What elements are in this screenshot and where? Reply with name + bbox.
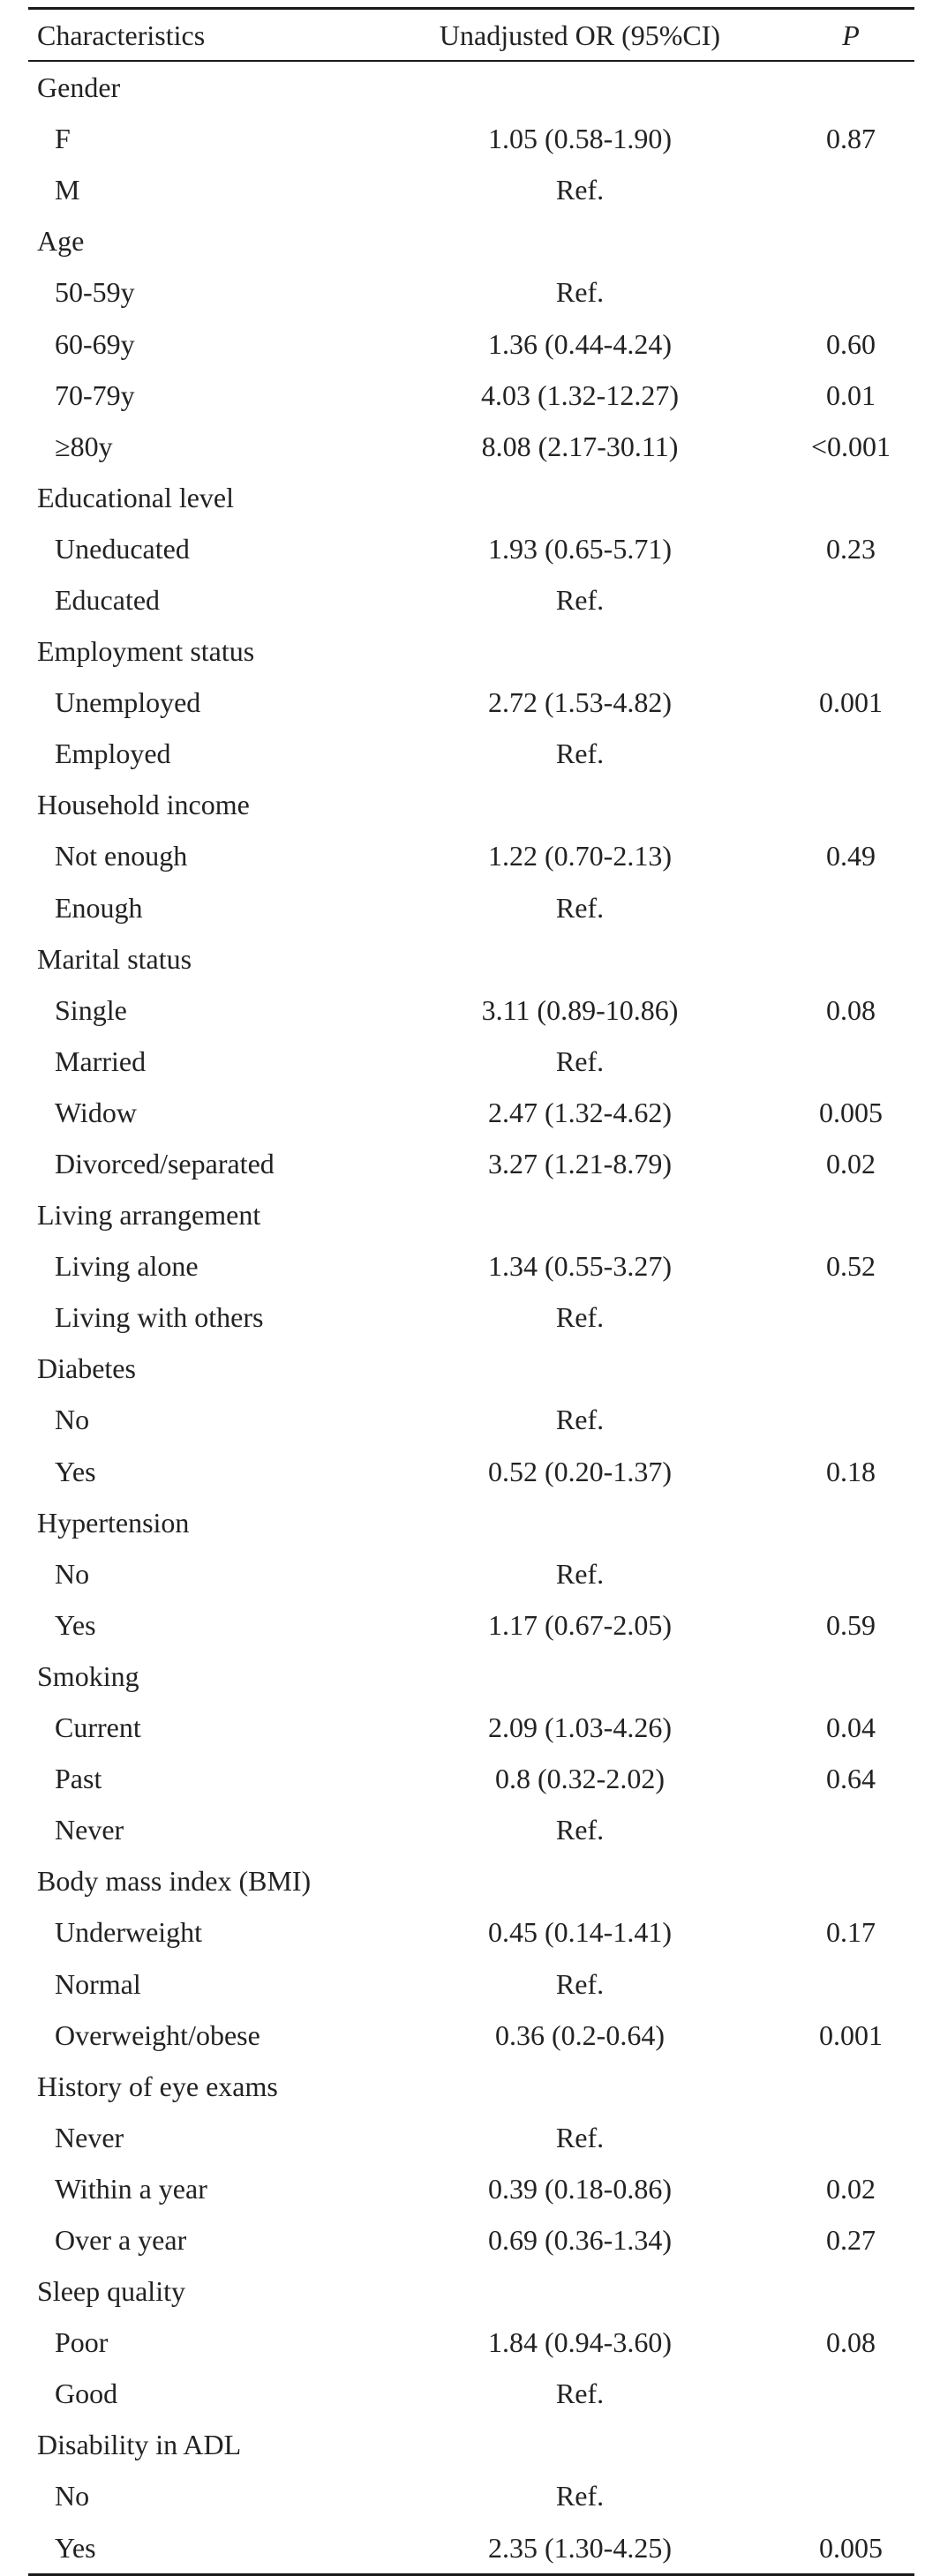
table-group-row — [28, 1343, 914, 1394]
table-row — [28, 2317, 914, 2368]
header-characteristics: Characteristics — [37, 19, 206, 51]
row-odds-ratio: 0.36 (0.2-0.64) — [495, 2018, 665, 2051]
row-p-value: 0.02 — [826, 1148, 876, 1180]
row-odds-ratio: Ref. — [555, 1301, 605, 1334]
row-category-label: M — [55, 174, 80, 206]
row-category-label: Current — [55, 1711, 141, 1744]
table-header-row — [28, 10, 914, 60]
table-group-row — [28, 215, 914, 266]
row-category-label: Never — [55, 1814, 124, 1846]
table-row — [28, 318, 914, 369]
table-row — [28, 574, 914, 625]
odds-ratio-table — [28, 7, 914, 2576]
table-group-row — [28, 2419, 914, 2470]
row-odds-ratio: Ref. — [555, 1404, 605, 1436]
row-odds-ratio: 1.17 (0.67-2.05) — [488, 1608, 672, 1641]
row-category-label: Divorced/separated — [55, 1148, 274, 1180]
row-category-label: Yes — [55, 1455, 96, 1487]
row-category-label: No — [55, 1404, 90, 1436]
table-group-row — [28, 472, 914, 523]
row-odds-ratio: Ref. — [555, 276, 605, 309]
table-row — [28, 1753, 914, 1804]
row-category-label: Past — [55, 1763, 102, 1795]
row-odds-ratio: Ref. — [555, 738, 605, 770]
table-row — [28, 1394, 914, 1445]
row-category-label: Within a year — [55, 2172, 207, 2205]
row-odds-ratio: 8.08 (2.17-30.11) — [481, 430, 679, 462]
table-row — [28, 1138, 914, 1189]
row-group-label: Sleep quality — [37, 2275, 185, 2308]
row-odds-ratio: 3.27 (1.21-8.79) — [488, 1148, 672, 1180]
row-group-label: Marital status — [37, 942, 192, 975]
row-group-label: Body mass index (BMI) — [37, 1865, 312, 1898]
row-odds-ratio: 1.22 (0.70-2.13) — [488, 840, 672, 872]
table-row — [28, 1292, 914, 1343]
table-row — [28, 1087, 914, 1138]
row-group-label: Gender — [37, 71, 121, 104]
row-category-label: Good — [55, 2378, 118, 2410]
table-group-row — [28, 1189, 914, 1240]
table-row — [28, 1958, 914, 2009]
table-row — [28, 728, 914, 779]
row-category-label: F — [55, 123, 71, 155]
row-category-label: Unemployed — [55, 686, 201, 719]
row-odds-ratio: Ref. — [555, 1814, 605, 1846]
table-row — [28, 2368, 914, 2419]
table-row — [28, 370, 914, 421]
header-unadjusted-or: Unadjusted OR (95%CI) — [439, 19, 721, 51]
row-p-value: 0.02 — [826, 2172, 876, 2205]
row-category-label: Never — [55, 2121, 124, 2153]
row-category-label: ≥80y — [55, 430, 113, 462]
row-odds-ratio: Ref. — [555, 1967, 605, 2000]
row-p-value: 0.87 — [826, 123, 876, 155]
table-row — [28, 1599, 914, 1651]
row-odds-ratio: Ref. — [555, 174, 605, 206]
row-category-label: Yes — [55, 2531, 96, 2564]
row-p-value: 0.005 — [819, 2531, 883, 2564]
table-row — [28, 2214, 914, 2265]
row-p-value: 0.59 — [826, 1608, 876, 1641]
row-group-label: History of eye exams — [37, 2070, 278, 2102]
row-group-label: Hypertension — [37, 1506, 190, 1539]
table-row — [28, 1906, 914, 1958]
header-p-value: P — [842, 19, 860, 51]
row-category-label: Living with others — [55, 1301, 264, 1334]
row-odds-ratio: Ref. — [555, 1045, 605, 1077]
row-odds-ratio: 2.47 (1.32-4.62) — [488, 1096, 672, 1128]
table-group-row — [28, 779, 914, 830]
row-category-label: 70-79y — [55, 378, 135, 411]
row-odds-ratio: Ref. — [555, 583, 605, 616]
row-group-label: Living arrangement — [37, 1199, 261, 1232]
row-odds-ratio: 2.72 (1.53-4.82) — [488, 686, 672, 719]
table-row — [28, 1548, 914, 1599]
row-category-label: Not enough — [55, 840, 188, 872]
table-row — [28, 266, 914, 318]
row-category-label: Educated — [55, 583, 161, 616]
row-category-label: Yes — [55, 1608, 96, 1641]
table-group-row — [28, 625, 914, 677]
row-p-value: 0.23 — [826, 532, 876, 565]
row-p-value: 0.18 — [826, 1455, 876, 1487]
table-group-row — [28, 62, 914, 113]
table-row — [28, 2470, 914, 2521]
row-category-label: Underweight — [55, 1916, 203, 1949]
row-odds-ratio: 4.03 (1.32-12.27) — [481, 378, 679, 411]
row-category-label: Living alone — [55, 1250, 199, 1283]
row-p-value: 0.08 — [826, 993, 876, 1026]
row-p-value: <0.001 — [810, 430, 891, 462]
row-category-label: Single — [55, 993, 127, 1026]
row-category-label: Overweight/obese — [55, 2018, 260, 2051]
row-p-value: 0.005 — [819, 1096, 883, 1128]
table-row — [28, 523, 914, 574]
table-row — [28, 2522, 914, 2573]
row-p-value: 0.52 — [826, 1250, 876, 1283]
row-odds-ratio: 1.84 (0.94-3.60) — [488, 2326, 672, 2359]
row-odds-ratio: 1.36 (0.44-4.24) — [488, 327, 672, 360]
row-odds-ratio: Ref. — [555, 2480, 605, 2512]
row-odds-ratio: 1.05 (0.58-1.90) — [488, 123, 672, 155]
row-odds-ratio: 2.09 (1.03-4.26) — [488, 1711, 672, 1744]
row-odds-ratio: 0.39 (0.18-0.86) — [488, 2172, 672, 2205]
row-p-value: 0.49 — [826, 840, 876, 872]
row-group-label: Diabetes — [37, 1352, 136, 1385]
row-category-label: Enough — [55, 891, 143, 924]
table-group-row — [28, 933, 914, 985]
row-category-label: Normal — [55, 1967, 141, 2000]
row-odds-ratio: 0.45 (0.14-1.41) — [488, 1916, 672, 1949]
table-row — [28, 2112, 914, 2163]
row-category-label: Married — [55, 1045, 147, 1077]
row-group-label: Age — [37, 225, 85, 258]
row-p-value: 0.08 — [826, 2326, 876, 2359]
row-category-label: Poor — [55, 2326, 109, 2359]
row-odds-ratio: 0.8 (0.32-2.02) — [495, 1763, 665, 1795]
row-odds-ratio: 0.69 (0.36-1.34) — [488, 2223, 672, 2256]
table-row — [28, 2010, 914, 2061]
row-odds-ratio: Ref. — [555, 2378, 605, 2410]
row-group-label: Smoking — [37, 1659, 139, 1692]
row-odds-ratio: Ref. — [555, 2121, 605, 2153]
table-row — [28, 1446, 914, 1497]
table-body — [28, 62, 914, 2573]
table-bottom-rule — [28, 2573, 914, 2576]
table-group-row — [28, 1497, 914, 1548]
row-category-label: 60-69y — [55, 327, 135, 360]
row-group-label: Employment status — [37, 635, 255, 668]
table-row — [28, 2163, 914, 2214]
table-row — [28, 985, 914, 1036]
row-p-value: 0.001 — [819, 2018, 883, 2051]
row-odds-ratio: 2.35 (1.30-4.25) — [488, 2531, 672, 2564]
row-category-label: Over a year — [55, 2223, 187, 2256]
row-category-label: No — [55, 2480, 90, 2512]
table-group-row — [28, 1651, 914, 1702]
row-p-value: 0.27 — [826, 2223, 876, 2256]
table-row — [28, 1702, 914, 1753]
table-group-row — [28, 2061, 914, 2112]
row-category-label: Widow — [55, 1096, 137, 1128]
row-p-value: 0.01 — [826, 378, 876, 411]
row-odds-ratio: Ref. — [555, 891, 605, 924]
row-group-label: Educational level — [37, 481, 235, 513]
row-odds-ratio: 3.11 (0.89-10.86) — [481, 993, 679, 1026]
row-p-value: 0.17 — [826, 1916, 876, 1949]
row-category-label: 50-59y — [55, 276, 135, 309]
table-row — [28, 1036, 914, 1087]
table-row — [28, 882, 914, 933]
row-p-value: 0.001 — [819, 686, 883, 719]
row-category-label: Uneducated — [55, 532, 190, 565]
table-group-row — [28, 2265, 914, 2317]
table-group-row — [28, 1855, 914, 1906]
table-row — [28, 113, 914, 164]
row-odds-ratio: 0.52 (0.20-1.37) — [488, 1455, 672, 1487]
row-odds-ratio: 1.34 (0.55-3.27) — [488, 1250, 672, 1283]
table-row — [28, 421, 914, 472]
table-row — [28, 677, 914, 728]
table-row — [28, 830, 914, 881]
row-p-value: 0.64 — [826, 1763, 876, 1795]
row-category-label: No — [55, 1557, 90, 1590]
table-row — [28, 1240, 914, 1292]
table-row — [28, 1804, 914, 1855]
row-odds-ratio: Ref. — [555, 1557, 605, 1590]
row-p-value: 0.60 — [826, 327, 876, 360]
row-category-label: Employed — [55, 738, 171, 770]
row-p-value: 0.04 — [826, 1711, 876, 1744]
row-group-label: Disability in ADL — [37, 2429, 242, 2461]
row-group-label: Household income — [37, 789, 250, 821]
table-row — [28, 164, 914, 215]
row-odds-ratio: 1.93 (0.65-5.71) — [488, 532, 672, 565]
